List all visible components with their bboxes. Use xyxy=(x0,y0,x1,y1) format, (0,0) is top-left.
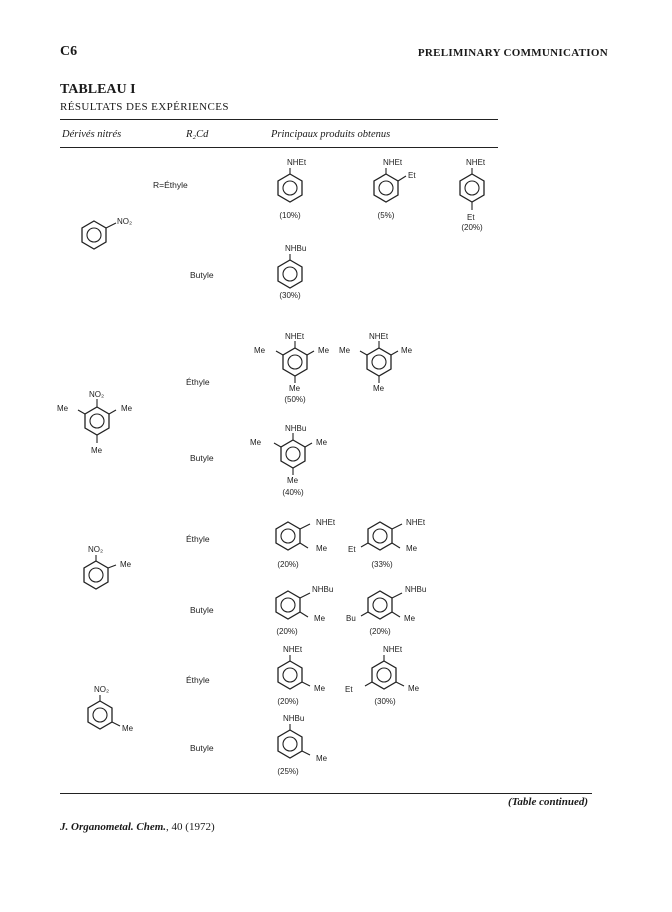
reagent-label: Butyle xyxy=(190,270,214,280)
product-structure xyxy=(270,168,310,210)
substituent-label: Me xyxy=(120,560,132,569)
reagent-label: Butyle xyxy=(190,743,214,753)
substituent-label: Me xyxy=(373,384,385,393)
substituent-label: Et xyxy=(408,171,416,180)
reagent-label: Butyle xyxy=(190,453,214,463)
yield-label: (10%) xyxy=(279,211,301,220)
substituent-label: NHEt xyxy=(383,158,403,167)
substituent-label: Me xyxy=(57,404,69,413)
table-top-rule xyxy=(60,119,498,120)
journal-volume-year: , 40 (1972) xyxy=(166,821,215,833)
substituent-label: NHEt xyxy=(285,332,305,341)
yield-label: (33%) xyxy=(371,560,393,569)
substituent-label: NHEt xyxy=(369,332,389,341)
yield-label: (20%) xyxy=(369,627,391,636)
substituent-label: NHBu xyxy=(285,424,307,433)
substituent-label: NO₂ xyxy=(94,685,110,694)
substituent-label: Me xyxy=(254,346,266,355)
substituent-label: NHBu xyxy=(405,585,427,594)
substituent-label: NO₂ xyxy=(88,545,104,554)
product-structure xyxy=(358,587,408,627)
substituent-label: Me xyxy=(122,724,134,733)
product-structure xyxy=(272,341,318,389)
page-code: C6 xyxy=(60,44,78,59)
substituent-label: NO₂ xyxy=(89,390,105,399)
yield-label: (40%) xyxy=(282,488,304,497)
substituent-label: Me xyxy=(339,346,351,355)
m-nitrotoluene-structure xyxy=(80,695,126,739)
yield-label: (30%) xyxy=(374,697,396,706)
product-structure xyxy=(452,168,492,214)
substituent-label: Me xyxy=(318,346,330,355)
reagent-label: Éthyle xyxy=(186,377,210,387)
column-header-products: Principaux produits obtenus xyxy=(271,129,391,140)
o-nitrotoluene-structure xyxy=(76,555,126,597)
product-structure xyxy=(272,724,318,766)
product-structure xyxy=(356,341,402,389)
yield-label: (5%) xyxy=(377,211,395,220)
substituent-label: Me xyxy=(316,754,328,763)
journal-name: J. Organometal. Chem. xyxy=(60,821,167,833)
substituent-label: NHBu xyxy=(285,244,307,253)
substituent-label: Me xyxy=(314,684,326,693)
table-title: TABLEAU I xyxy=(60,82,136,97)
substituent-label: NHEt xyxy=(383,645,403,654)
substituent-label: NHEt xyxy=(316,518,336,527)
substituent-label: Me xyxy=(401,346,413,355)
yield-label: (20%) xyxy=(276,627,298,636)
reagent-label: Éthyle xyxy=(186,534,210,544)
table-continued-note: (Table continued) xyxy=(508,796,588,808)
reagent-label: Éthyle xyxy=(186,675,210,685)
substituent-label: Me xyxy=(314,614,326,623)
substituent-label: Et xyxy=(467,213,475,222)
yield-label: (30%) xyxy=(279,291,301,300)
substituent-label: NHEt xyxy=(466,158,486,167)
reagent-label: R=Éthyle xyxy=(153,180,188,190)
product-structure xyxy=(366,168,412,210)
reagent-label: Butyle xyxy=(190,605,214,615)
substituent-label: Et xyxy=(345,685,353,694)
product-structure xyxy=(270,518,318,558)
yield-label: (20%) xyxy=(277,560,299,569)
substituent-label: Me xyxy=(316,544,328,553)
substituent-label: NHEt xyxy=(287,158,307,167)
substituent-label: Me xyxy=(408,684,420,693)
substituent-label: Me xyxy=(287,476,299,485)
substituent-label: Me xyxy=(121,404,133,413)
product-structure xyxy=(272,655,318,697)
journal-footer xyxy=(60,821,215,833)
table-bottom-rule xyxy=(60,793,592,794)
substituent-label: NHEt xyxy=(406,518,426,527)
substituent-label: Me xyxy=(404,614,416,623)
substituent-label: NHBu xyxy=(283,714,305,723)
yield-label: (20%) xyxy=(277,697,299,706)
nitromesitylene-structure xyxy=(74,399,120,453)
substituent-label: NHEt xyxy=(283,645,303,654)
substituent-label: NO₂ xyxy=(117,217,133,226)
substituent-label: NHBu xyxy=(312,585,334,594)
substituent-label: Me xyxy=(406,544,418,553)
column-header-substrate: Dérivés nitrés xyxy=(62,129,122,140)
table-header-rule xyxy=(60,147,498,148)
running-title: PRELIMINARY COMMUNICATION xyxy=(417,47,608,59)
substituent-label: Bu xyxy=(346,614,356,623)
table-subtitle: RÉSULTATS DES EXPÉRIENCES xyxy=(60,101,229,113)
substituent-label: Me xyxy=(250,438,262,447)
substituent-label: Et xyxy=(348,545,356,554)
product-structure xyxy=(358,518,408,558)
substituent-label: Me xyxy=(316,438,328,447)
yield-label: (50%) xyxy=(284,395,306,404)
substituent-label: Me xyxy=(91,446,103,455)
yield-label: (25%) xyxy=(277,767,299,776)
yield-label: (20%) xyxy=(461,223,483,232)
substituent-label: Me xyxy=(289,384,301,393)
product-structure xyxy=(270,433,316,481)
product-structure xyxy=(270,254,310,296)
product-structure xyxy=(270,587,318,627)
product-structure xyxy=(362,655,412,697)
column-header-reagent: R₂Cd xyxy=(186,129,209,140)
